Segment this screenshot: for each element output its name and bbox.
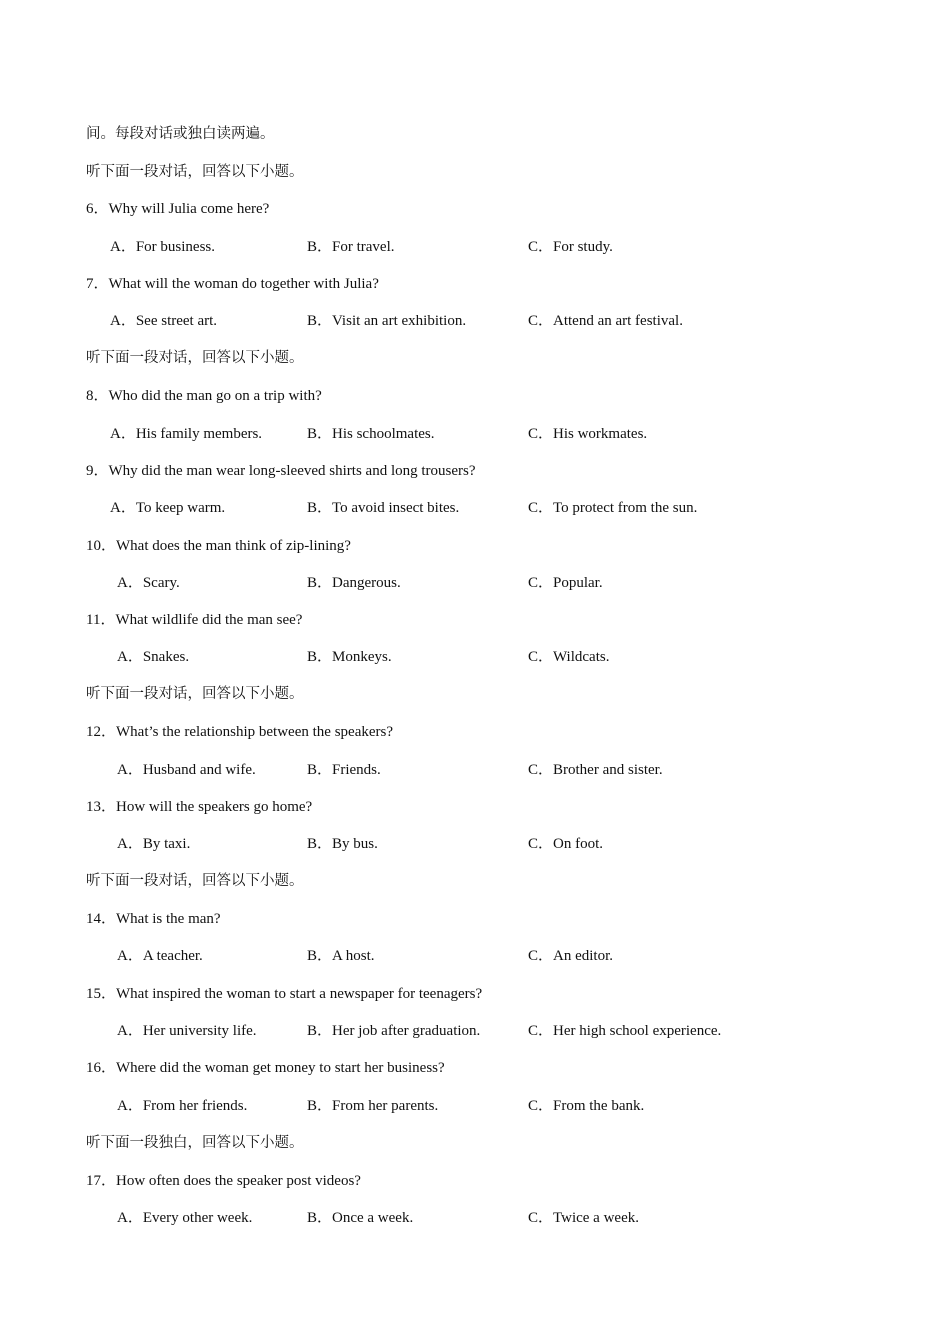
question-6 [86, 199, 269, 219]
option-a: A．From her friends. [117, 1098, 248, 1114]
question-text: What does the man think of zip-lining? [116, 538, 351, 554]
option-c: C．For study. [528, 239, 613, 255]
option-b: B．To avoid insect bites. [307, 500, 460, 516]
option-a: A．A teacher. [117, 948, 203, 964]
question-number: 7． [86, 276, 109, 292]
option-c: C．On foot. [528, 836, 604, 852]
option-a: A．For business. [110, 239, 216, 255]
question-text: How often does the speaker post videos? [116, 1173, 361, 1189]
option-b: B．Her job after graduation. [307, 1023, 481, 1039]
option-b: B．Friends. [307, 762, 381, 778]
option-c: C．Popular. [528, 575, 603, 591]
section-instruction: 听下面一段对话，回答以下小题。 [86, 350, 304, 366]
option-a: A．Snakes. [117, 649, 190, 665]
option-a: A．By taxi. [117, 836, 191, 852]
option-c: C．Brother and sister. [528, 762, 663, 778]
question-text: What inspired the woman to start a newspaper for teenagers? [116, 986, 483, 1002]
option-b: B．By bus. [307, 836, 378, 852]
question-text: Why did the man wear long-sleeved shirts and long trousers? [108, 463, 476, 479]
option-b: B．Visit an art exhibition. [307, 313, 467, 329]
section-instruction-monologue: 听下面一段独白，回答以下小题。 [86, 1135, 304, 1151]
question-text: What will the woman do together with Julia? [108, 276, 379, 292]
option-b: B．A host. [307, 948, 375, 964]
option-b: B．Dangerous. [307, 575, 401, 591]
option-a: A．His family members. [110, 426, 263, 442]
question-13 [86, 797, 312, 817]
question-text: Who did the man go on a trip with? [108, 388, 322, 404]
question-11 [86, 610, 302, 630]
question-text: Why will Julia come here? [108, 201, 270, 217]
option-b: B．For travel. [307, 239, 395, 255]
question-number: 11． [86, 612, 116, 628]
option-a: A．Husband and wife. [117, 762, 256, 778]
option-a: A．Her university life. [117, 1023, 257, 1039]
question-text: What is the man? [116, 911, 221, 927]
question-number: 13． [86, 799, 117, 815]
option-b: B．From her parents. [307, 1098, 439, 1114]
question-number: 14． [86, 911, 117, 927]
question-16 [86, 1058, 445, 1078]
question-text: Where did the woman get money to start her business? [116, 1060, 445, 1076]
option-c: C．Wildcats. [528, 649, 610, 665]
question-text: How will the speakers go home? [116, 799, 313, 815]
question-12 [86, 722, 393, 742]
option-c: C．From the bank. [528, 1098, 645, 1114]
question-number: 17． [86, 1173, 117, 1189]
question-7 [86, 274, 379, 294]
section-instruction: 听下面一段对话，回答以下小题。 [86, 873, 304, 889]
question-number: 16． [86, 1060, 117, 1076]
section-instruction: 听下面一段对话，回答以下小题。 [86, 164, 304, 180]
option-c: C．His workmates. [528, 426, 648, 442]
option-b: B．Once a week. [307, 1210, 414, 1226]
option-c: C．Twice a week. [528, 1210, 639, 1226]
question-number: 10． [86, 538, 117, 554]
option-c: C．Attend an art festival. [528, 313, 683, 329]
question-number: 9． [86, 463, 109, 479]
option-a: A．Every other week. [117, 1210, 253, 1226]
question-14 [86, 909, 221, 929]
question-9 [86, 461, 476, 481]
question-15 [86, 984, 482, 1004]
option-a: A．To keep warm. [110, 500, 226, 516]
question-number: 15． [86, 986, 117, 1002]
option-c: C．To protect from the sun. [528, 500, 698, 516]
option-b: B．His schoolmates. [307, 426, 435, 442]
question-number: 8． [86, 388, 109, 404]
question-17 [86, 1171, 361, 1191]
question-text: What wildlife did the man see? [115, 612, 303, 628]
question-number: 12． [86, 724, 117, 740]
option-a: A．Scary. [117, 575, 180, 591]
option-c: C．Her high school experience. [528, 1023, 722, 1039]
intro-tail: 间。每段对话或独白读两遍。 [86, 126, 275, 142]
option-c: C．An editor. [528, 948, 613, 964]
question-8 [86, 386, 322, 406]
question-number: 6． [86, 201, 109, 217]
question-text: What’s the relationship between the speakers? [116, 724, 393, 740]
section-instruction: 听下面一段对话，回答以下小题。 [86, 686, 304, 702]
question-10 [86, 536, 351, 556]
option-b: B．Monkeys. [307, 649, 392, 665]
option-a: A．See street art. [110, 313, 218, 329]
